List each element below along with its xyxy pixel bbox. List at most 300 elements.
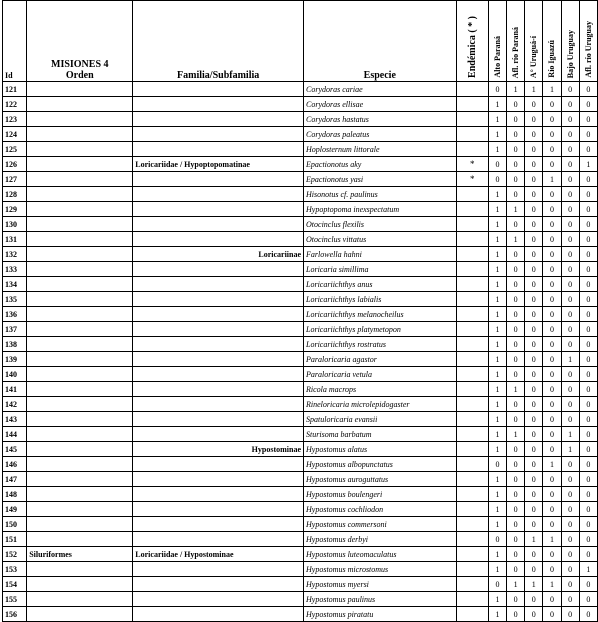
presence-cell: 0 <box>525 277 543 292</box>
presence-cell: 0 <box>561 187 579 202</box>
presence-cell: 1 <box>488 592 506 607</box>
presence-cell: 0 <box>543 487 561 502</box>
presence-cell: 0 <box>561 412 579 427</box>
especie-cell: Hypostomus boulengeri <box>304 487 457 502</box>
endemica-cell <box>456 232 488 247</box>
header-col-afl-rio-parana <box>507 1 525 82</box>
presence-cell: 1 <box>488 292 506 307</box>
presence-cell: 0 <box>525 367 543 382</box>
orden-cell <box>27 502 133 517</box>
header-especie: Especie <box>304 1 457 82</box>
familia-cell <box>133 232 304 247</box>
table-row <box>3 472 598 487</box>
id-cell: 137 <box>3 322 27 337</box>
presence-cell: 1 <box>488 547 506 562</box>
table-row <box>3 202 598 217</box>
presence-cell: 0 <box>507 367 525 382</box>
presence-cell: 0 <box>507 397 525 412</box>
familia-cell <box>133 472 304 487</box>
id-cell: 139 <box>3 352 27 367</box>
table-row <box>3 547 598 562</box>
presence-cell: 0 <box>488 172 506 187</box>
presence-cell: 0 <box>543 517 561 532</box>
orden-cell <box>27 367 133 382</box>
id-cell: 155 <box>3 592 27 607</box>
presence-cell: 0 <box>561 382 579 397</box>
familia-cell <box>133 292 304 307</box>
familia-cell <box>133 337 304 352</box>
especie-cell: Loricariichthys labialis <box>304 292 457 307</box>
endemica-cell <box>456 112 488 127</box>
presence-cell: 1 <box>543 457 561 472</box>
especie-cell: Loricaria simillima <box>304 262 457 277</box>
especie-cell: Epactionotus yasi <box>304 172 457 187</box>
id-cell: 135 <box>3 292 27 307</box>
header-endemica <box>456 1 488 82</box>
familia-cell <box>133 487 304 502</box>
especie-cell: Hypostomus derbyi <box>304 532 457 547</box>
presence-cell: 0 <box>525 487 543 502</box>
presence-cell: 0 <box>543 277 561 292</box>
presence-cell: 0 <box>543 157 561 172</box>
orden-cell <box>27 157 133 172</box>
especie-cell: Hypostomus microstomus <box>304 562 457 577</box>
presence-cell: 0 <box>543 232 561 247</box>
especie-cell: Corydoras paleatus <box>304 127 457 142</box>
presence-cell: 1 <box>488 97 506 112</box>
presence-cell: 0 <box>543 397 561 412</box>
presence-cell: 0 <box>561 172 579 187</box>
id-cell: 140 <box>3 367 27 382</box>
orden-cell <box>27 292 133 307</box>
especie-cell: Hypostomus commersoni <box>304 517 457 532</box>
presence-cell: 0 <box>579 292 597 307</box>
endemica-cell <box>456 202 488 217</box>
presence-cell: 0 <box>561 232 579 247</box>
table-body <box>3 82 598 622</box>
presence-cell: 0 <box>561 532 579 547</box>
endemica-cell <box>456 382 488 397</box>
presence-cell: 0 <box>507 247 525 262</box>
presence-cell: 0 <box>561 517 579 532</box>
presence-cell: 0 <box>543 142 561 157</box>
presence-cell: 0 <box>507 502 525 517</box>
presence-cell: 0 <box>579 457 597 472</box>
familia-cell <box>133 502 304 517</box>
presence-cell: 0 <box>507 127 525 142</box>
presence-cell: 0 <box>507 412 525 427</box>
orden-cell <box>27 562 133 577</box>
endemica-cell <box>456 547 488 562</box>
presence-cell: 0 <box>488 157 506 172</box>
familia-cell <box>133 532 304 547</box>
orden-cell <box>27 217 133 232</box>
presence-cell: 1 <box>488 397 506 412</box>
presence-cell: 1 <box>488 112 506 127</box>
orden-cell <box>27 382 133 397</box>
especie-cell: Otocinclus flexilis <box>304 217 457 232</box>
endemica-cell <box>456 532 488 547</box>
orden-cell <box>27 412 133 427</box>
familia-cell <box>133 517 304 532</box>
presence-cell: 1 <box>543 172 561 187</box>
orden-cell <box>27 577 133 592</box>
endemica-cell <box>456 127 488 142</box>
familia-cell: Loricariidae / Hypostominae <box>133 547 304 562</box>
table-row <box>3 487 598 502</box>
endemica-cell <box>456 427 488 442</box>
table-row <box>3 337 598 352</box>
presence-cell: 0 <box>579 397 597 412</box>
especie-cell: Corydoras hastatus <box>304 112 457 127</box>
presence-cell: 0 <box>579 487 597 502</box>
presence-cell: 0 <box>543 187 561 202</box>
presence-cell: 0 <box>507 592 525 607</box>
endemica-cell <box>456 397 488 412</box>
presence-cell: 0 <box>579 517 597 532</box>
presence-cell: 0 <box>579 277 597 292</box>
familia-cell <box>133 382 304 397</box>
especie-cell: Ricola macrops <box>304 382 457 397</box>
presence-cell: 0 <box>507 352 525 367</box>
table-row <box>3 502 598 517</box>
table-row <box>3 532 598 547</box>
presence-cell: 1 <box>579 157 597 172</box>
presence-cell: 0 <box>561 397 579 412</box>
presence-cell: 0 <box>488 532 506 547</box>
presence-cell: 0 <box>579 382 597 397</box>
table-row <box>3 277 598 292</box>
header-col-label: A° Uruguá-í <box>529 35 539 78</box>
id-cell: 138 <box>3 337 27 352</box>
table-row <box>3 127 598 142</box>
familia-cell <box>133 607 304 622</box>
endemica-cell <box>456 322 488 337</box>
presence-cell: 0 <box>543 292 561 307</box>
presence-cell: 0 <box>525 427 543 442</box>
familia-cell <box>133 397 304 412</box>
presence-cell: 0 <box>579 217 597 232</box>
presence-cell: 0 <box>525 382 543 397</box>
familia-cell <box>133 457 304 472</box>
endemica-cell <box>456 352 488 367</box>
presence-cell: 0 <box>579 427 597 442</box>
id-cell: 129 <box>3 202 27 217</box>
presence-cell: 0 <box>561 292 579 307</box>
presence-cell: 0 <box>507 292 525 307</box>
presence-cell: 1 <box>579 562 597 577</box>
presence-cell: 0 <box>525 217 543 232</box>
endemica-cell <box>456 142 488 157</box>
presence-cell: 0 <box>543 127 561 142</box>
orden-cell <box>27 442 133 457</box>
orden-cell: Siluriformes <box>27 547 133 562</box>
presence-cell: 0 <box>579 97 597 112</box>
presence-cell: 0 <box>507 517 525 532</box>
especie-cell: Rineloricaria microlepidogaster <box>304 397 457 412</box>
presence-cell: 0 <box>579 502 597 517</box>
presence-cell: 0 <box>561 562 579 577</box>
especie-cell: Hoplosternum littorale <box>304 142 457 157</box>
presence-cell: 0 <box>525 172 543 187</box>
presence-cell: 0 <box>525 262 543 277</box>
presence-cell: 0 <box>579 577 597 592</box>
header-col-label: Río Iguazú <box>547 40 557 78</box>
presence-cell: 0 <box>561 112 579 127</box>
presence-cell: 0 <box>525 127 543 142</box>
presence-cell: 1 <box>525 577 543 592</box>
presence-cell: 0 <box>507 187 525 202</box>
presence-cell: 0 <box>543 472 561 487</box>
presence-cell: 0 <box>561 472 579 487</box>
table-row <box>3 262 598 277</box>
familia-cell <box>133 127 304 142</box>
especie-cell: Hypostomus auroguttatus <box>304 472 457 487</box>
familia-cell <box>133 202 304 217</box>
id-cell: 148 <box>3 487 27 502</box>
especie-cell: Sturisoma barbatum <box>304 427 457 442</box>
table-row <box>3 397 598 412</box>
presence-cell: 0 <box>507 217 525 232</box>
endemica-cell <box>456 292 488 307</box>
presence-cell: 0 <box>561 577 579 592</box>
table-row <box>3 562 598 577</box>
familia-cell <box>133 367 304 382</box>
presence-cell: 1 <box>561 442 579 457</box>
table-row <box>3 187 598 202</box>
id-cell: 147 <box>3 472 27 487</box>
familia-cell <box>133 562 304 577</box>
orden-cell <box>27 472 133 487</box>
presence-cell: 0 <box>525 292 543 307</box>
endemica-cell <box>456 562 488 577</box>
table-row <box>3 352 598 367</box>
presence-cell: 1 <box>488 232 506 247</box>
id-cell: 127 <box>3 172 27 187</box>
especie-cell: Farlowella hahni <box>304 247 457 262</box>
presence-cell: 0 <box>507 172 525 187</box>
presence-cell: 0 <box>543 247 561 262</box>
presence-cell: 0 <box>561 502 579 517</box>
endemica-cell <box>456 337 488 352</box>
familia-cell <box>133 97 304 112</box>
presence-cell: 0 <box>525 547 543 562</box>
presence-cell: 1 <box>488 427 506 442</box>
familia-cell: Hypostominae <box>133 442 304 457</box>
endemica-cell <box>456 487 488 502</box>
presence-cell: 0 <box>561 82 579 97</box>
orden-cell <box>27 187 133 202</box>
presence-cell: 1 <box>561 427 579 442</box>
presence-cell: 0 <box>525 157 543 172</box>
header-endemica-label: Endémica ( * ) <box>466 16 478 78</box>
presence-cell: 0 <box>507 157 525 172</box>
table-row <box>3 292 598 307</box>
familia-cell <box>133 592 304 607</box>
presence-cell: 1 <box>488 322 506 337</box>
especie-cell: Hypostomus cochliodon <box>304 502 457 517</box>
header-col-bajo-uruguay <box>561 1 579 82</box>
orden-cell <box>27 322 133 337</box>
presence-cell: 0 <box>525 412 543 427</box>
presence-cell: 1 <box>488 127 506 142</box>
presence-cell: 0 <box>579 412 597 427</box>
presence-cell: 0 <box>543 442 561 457</box>
presence-cell: 0 <box>579 262 597 277</box>
endemica-cell: * <box>456 157 488 172</box>
presence-cell: 0 <box>525 142 543 157</box>
presence-cell: 0 <box>525 397 543 412</box>
familia-cell: Loricariinae <box>133 247 304 262</box>
header-col-alto-parana <box>488 1 506 82</box>
familia-cell <box>133 322 304 337</box>
id-cell: 143 <box>3 412 27 427</box>
presence-cell: 0 <box>507 322 525 337</box>
presence-cell: 1 <box>507 577 525 592</box>
familia-cell <box>133 427 304 442</box>
especie-cell: Loricariichthys platymetopon <box>304 322 457 337</box>
table-row <box>3 517 598 532</box>
presence-cell: 0 <box>525 112 543 127</box>
presence-cell: 0 <box>561 322 579 337</box>
endemica-cell <box>456 277 488 292</box>
presence-cell: 1 <box>488 382 506 397</box>
orden-cell <box>27 127 133 142</box>
presence-cell: 0 <box>507 307 525 322</box>
endemica-cell <box>456 247 488 262</box>
orden-cell <box>27 337 133 352</box>
header-familia: Familia/Subfamilia <box>133 1 304 82</box>
presence-cell: 0 <box>561 97 579 112</box>
table-row <box>3 112 598 127</box>
presence-cell: 1 <box>488 217 506 232</box>
table-row <box>3 457 598 472</box>
presence-cell: 0 <box>561 607 579 622</box>
endemica-cell <box>456 472 488 487</box>
presence-cell: 0 <box>543 217 561 232</box>
presence-cell: 0 <box>561 262 579 277</box>
table-row <box>3 307 598 322</box>
id-cell: 132 <box>3 247 27 262</box>
especie-cell: Loricariichthys rostratus <box>304 337 457 352</box>
presence-cell: 0 <box>543 322 561 337</box>
presence-cell: 1 <box>488 412 506 427</box>
endemica-cell <box>456 577 488 592</box>
id-cell: 124 <box>3 127 27 142</box>
id-cell: 136 <box>3 307 27 322</box>
header-col-label: Bajo Uruguay <box>565 29 575 78</box>
id-cell: 145 <box>3 442 27 457</box>
id-cell: 153 <box>3 562 27 577</box>
presence-cell: 0 <box>579 142 597 157</box>
especie-cell: Paraloricaria vetula <box>304 367 457 382</box>
presence-cell: 0 <box>543 502 561 517</box>
presence-cell: 0 <box>525 337 543 352</box>
presence-cell: 0 <box>561 307 579 322</box>
presence-cell: 0 <box>525 472 543 487</box>
presence-cell: 0 <box>543 202 561 217</box>
presence-cell: 1 <box>488 337 506 352</box>
presence-cell: 0 <box>579 82 597 97</box>
header-col-label: Afl. río Paraná <box>511 26 521 78</box>
endemica-cell <box>456 217 488 232</box>
presence-cell: 0 <box>507 562 525 577</box>
presence-cell: 0 <box>507 262 525 277</box>
presence-cell: 1 <box>543 82 561 97</box>
presence-cell: 0 <box>525 322 543 337</box>
presence-cell: 1 <box>488 247 506 262</box>
orden-cell <box>27 247 133 262</box>
id-cell: 126 <box>3 157 27 172</box>
table-row <box>3 367 598 382</box>
table-row <box>3 577 598 592</box>
presence-cell: 0 <box>543 592 561 607</box>
orden-cell <box>27 352 133 367</box>
presence-cell: 1 <box>507 202 525 217</box>
table-row <box>3 97 598 112</box>
header-col-rio-iguazu <box>543 1 561 82</box>
presence-cell: 0 <box>579 202 597 217</box>
header-orden-label: Orden <box>65 70 94 81</box>
orden-cell <box>27 97 133 112</box>
presence-cell: 0 <box>561 487 579 502</box>
familia-cell <box>133 307 304 322</box>
presence-cell: 0 <box>525 457 543 472</box>
presence-cell: 0 <box>543 262 561 277</box>
presence-cell: 1 <box>507 82 525 97</box>
table-row <box>3 157 598 172</box>
presence-cell: 1 <box>488 187 506 202</box>
presence-cell: 1 <box>507 382 525 397</box>
orden-cell <box>27 487 133 502</box>
presence-cell: 0 <box>543 307 561 322</box>
especie-cell: Hisonotus cf. paulinus <box>304 187 457 202</box>
presence-cell: 0 <box>525 442 543 457</box>
id-cell: 130 <box>3 217 27 232</box>
header-col-label: Alto Paraná <box>492 36 502 78</box>
presence-cell: 0 <box>579 547 597 562</box>
presence-cell: 1 <box>507 232 525 247</box>
orden-cell <box>27 307 133 322</box>
table-row <box>3 172 598 187</box>
presence-cell: 0 <box>525 247 543 262</box>
table-row <box>3 412 598 427</box>
presence-cell: 0 <box>525 307 543 322</box>
orden-cell <box>27 592 133 607</box>
familia-cell: Loricariidae / Hypoptopomatinae <box>133 157 304 172</box>
presence-cell: 0 <box>525 202 543 217</box>
orden-cell <box>27 607 133 622</box>
id-cell: 123 <box>3 112 27 127</box>
presence-cell: 0 <box>507 547 525 562</box>
presence-cell: 0 <box>561 457 579 472</box>
especie-cell: Hypostomus luteomaculatus <box>304 547 457 562</box>
familia-cell <box>133 112 304 127</box>
id-cell: 144 <box>3 427 27 442</box>
presence-cell: 0 <box>579 247 597 262</box>
header-region-title: MISIONES 4 <box>51 59 109 70</box>
endemica-cell <box>456 517 488 532</box>
id-cell: 154 <box>3 577 27 592</box>
especie-cell: Spatuloricaria evansii <box>304 412 457 427</box>
especie-cell: Hypostomus albopunctatus <box>304 457 457 472</box>
orden-cell <box>27 232 133 247</box>
presence-cell: 0 <box>488 457 506 472</box>
presence-cell: 0 <box>507 607 525 622</box>
familia-cell <box>133 352 304 367</box>
presence-cell: 0 <box>507 472 525 487</box>
presence-cell: 1 <box>561 352 579 367</box>
